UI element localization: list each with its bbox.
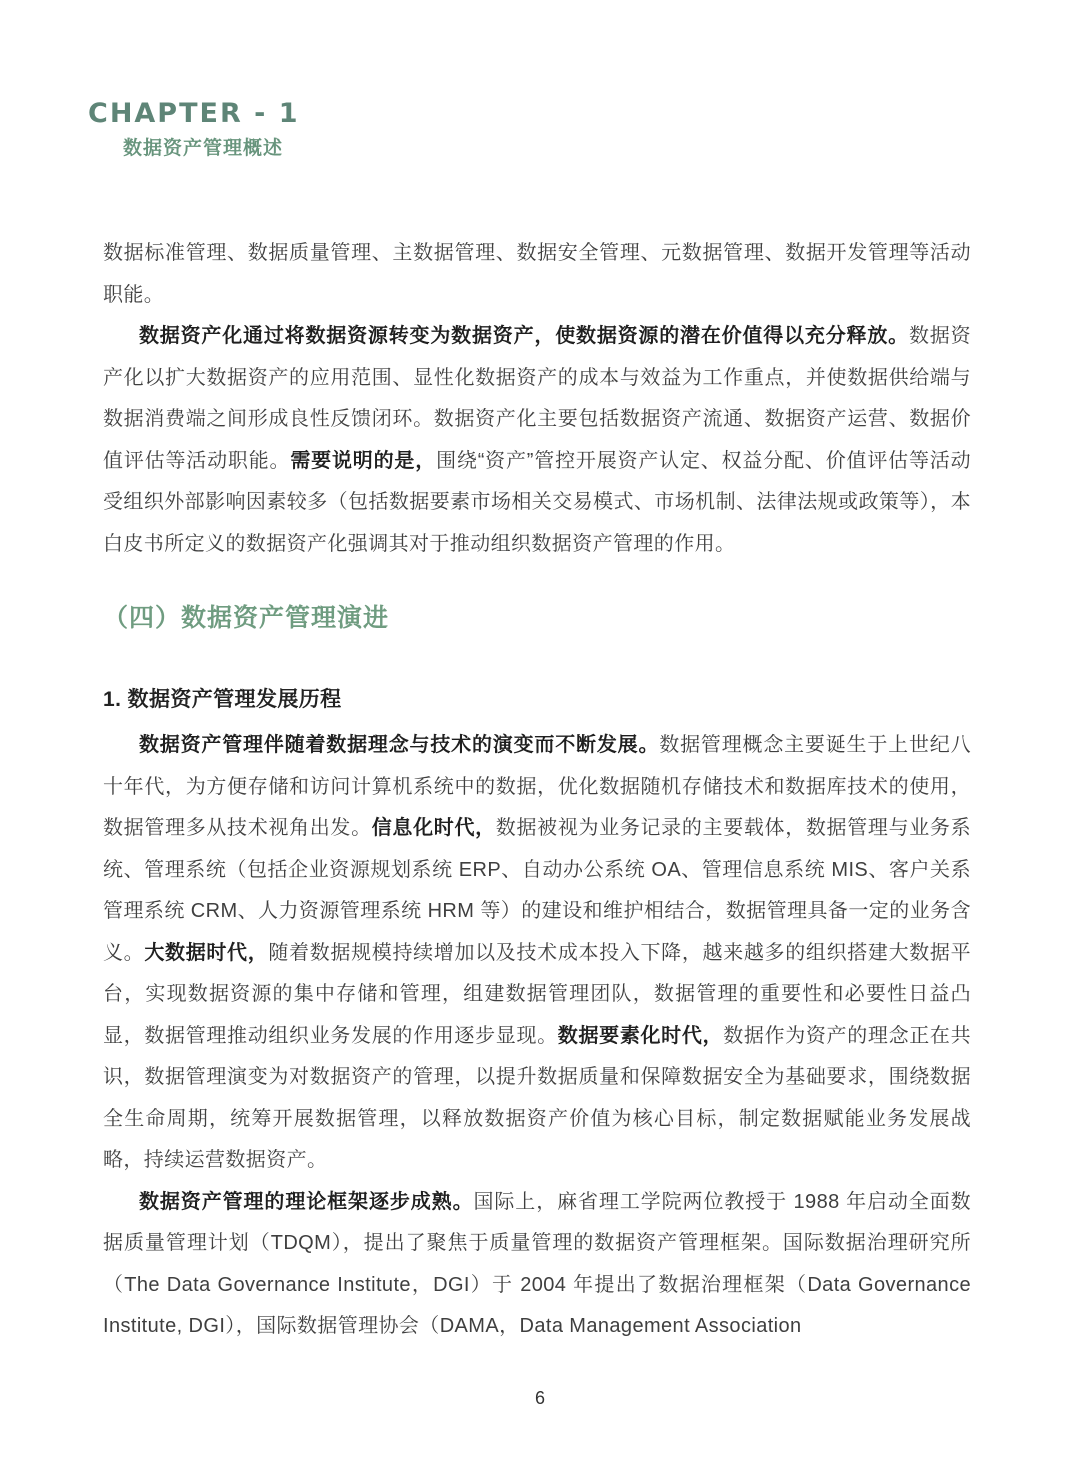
body-paragraph — [103, 725, 971, 1182]
document-body — [103, 233, 971, 1348]
section-heading: （四）数据资产管理演进 — [103, 604, 390, 632]
text-run: 围绕“资产”管控开展资产认定、权益分配、价值评估等活动受组织外部影响因素较多（包括数据要素市场相关交易模式、市场机制、法律法规或政策等），本白皮书所定义的数据资产化强调其对于推动组织数据资产管理的作用。 — [103, 449, 971, 555]
text-run: 数据标准管理、数据质量管理、主数据管理、数据安全管理、元数据管理、数据开发管理等活动职能。 — [103, 242, 971, 306]
page-number: 6 — [534, 1388, 545, 1408]
bold-run: 大数据时代， — [144, 941, 269, 964]
bold-run: 数据资产管理伴随着数据理念与技术的演变而不断发展。 — [139, 734, 660, 756]
text-run: 随着数据规模持续增加以及技术成本投入下降，越来越多的组织搭建大数据平台，实现数据资源的集中存储和管理，组建数据管理团队，数据管理的重要性和必要性日益凸显，数据管理推动组织业务发展的作用逐步显现。 — [103, 941, 971, 1047]
chapter-title: 数据资产管理概述 — [123, 138, 284, 159]
chapter-header — [88, 98, 300, 160]
text-run: 数据管理概念主要诞生于上世纪八十年代，为方便存储和访问计算机系统中的数据，优化数据随机存储技术和数据库技术的使用，数据管理多从技术视角出发。 — [103, 734, 972, 839]
body-paragraph — [103, 1182, 971, 1348]
bold-run: 信息化时代， — [371, 817, 496, 839]
text-run: 数据作为资产的理念正在共识，数据管理演变为对数据资产的管理，以提升数据质量和保障数据安全为基础要求，围绕数据全生命周期，统筹开展数据管理，以释放数据资产价值为核心目标，制定数据赋能业务发展战略，持续运营数据资产。 — [103, 1024, 971, 1171]
body-paragraph — [103, 316, 971, 565]
chapter-label: CHAPTER - 1 — [88, 98, 300, 129]
body-paragraph — [103, 233, 971, 316]
bold-run: 数据资产管理的理论框架逐步成熟。 — [139, 1190, 474, 1213]
text-run: 数据被视为业务记录的主要载体，数据管理与业务系统、管理系统（包括企业资源规划系统 ERP、自动办公系统 OA、管理信息系统 MIS、客户关系管理系统 CRM、人力资源管理系统 HRM 等）的建设和维护相结合，数据管理具备一定的业务含义。 — [103, 817, 971, 964]
text-run: 国际上，麻省理工学院两位教授于 1988 年启动全面数据质量管理计划（TDQM），提出了聚焦于质量管理的数据资产管理框架。国际数据治理研究所（The Data Governance Institute，DGI）于 2004 年提出了数据治理框架（Data Governance Institute, DGI），国际数据管理协会（DAMA，Data Management Association — [103, 1190, 971, 1337]
text-run: 数据资产化以扩大数据资产的应用范围、显性化数据资产的成本与效益为工作重点，并使数据供给端与数据消费端之间形成良性反馈闭环。数据资产化主要包括数据资产流通、数据资产运营、数据价值评估等活动职能。 — [103, 325, 971, 472]
bold-run: 数据要素化时代， — [557, 1024, 724, 1047]
sub-heading: 1. 数据资产管理发展历程 — [103, 688, 342, 711]
bold-run: 需要说明的是， — [290, 449, 437, 472]
bold-run: 数据资产化通过将数据资源转变为数据资产，使数据资源的潜在价值得以充分释放。 — [139, 325, 909, 347]
